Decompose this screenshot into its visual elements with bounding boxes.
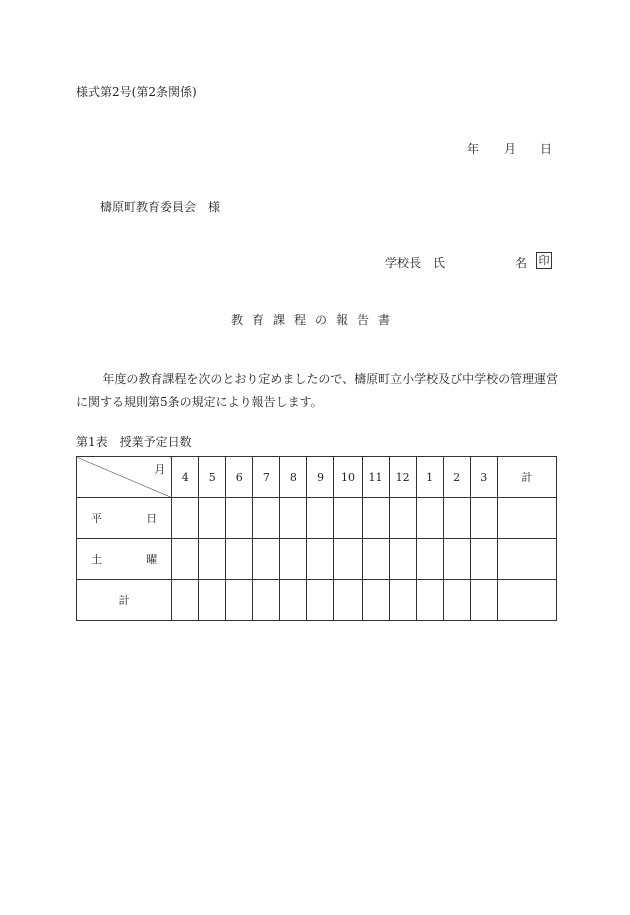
table-cell [307,580,334,621]
table-cell [362,498,389,539]
date-day: 日 [540,142,553,156]
form-number: 様式第2号(第2条関係) [76,85,197,99]
table-row-saturday [77,539,557,580]
month-header: 6 [226,457,253,498]
table-cell [497,580,556,621]
month-header: 7 [253,457,280,498]
table-cell [172,498,199,539]
table-cell [172,539,199,580]
row-label-right: 曜 [146,553,158,566]
document-title: 教育課程の報告書 [230,313,399,327]
table-header-row [77,457,557,498]
row-label-left: 平 [91,512,102,525]
table-cell [416,580,443,621]
month-header: 12 [389,457,416,498]
table-cell [389,539,416,580]
row-label-saturday [77,539,172,580]
table-cell [226,498,253,539]
table-cell [470,580,497,621]
table-cell [362,539,389,580]
table-cell [307,539,334,580]
table-cell [280,498,307,539]
table-cell [280,539,307,580]
table-cell [334,498,362,539]
addressee: 檮原町教育委員会 様 [100,200,221,214]
table-caption: 第1表 授業予定日数 [76,435,192,449]
table-cell [199,580,226,621]
month-header: 11 [362,457,389,498]
body-text: 年度の教育課程を次のとおり定めましたので、檮原町立小学校及び中学校の管理運営に関する規則第5条の規定により報告します。 [76,372,559,409]
table-cell [253,539,280,580]
body-paragraph [76,368,559,414]
month-header: 3 [470,457,497,498]
table-cell [389,580,416,621]
row-label-total: 計 [77,580,172,621]
table-cell [470,539,497,580]
table-cell [416,539,443,580]
month-header: 4 [172,457,199,498]
table-cell [334,580,362,621]
table-cell [443,539,470,580]
row-label-weekday [77,498,172,539]
corner-cell [77,457,172,498]
table-cell [497,498,556,539]
principal-name-suffix: 名 [515,256,528,270]
date-month: 月 [504,142,517,156]
class-days-table [76,456,557,621]
total-header: 計 [497,457,556,498]
table-cell [253,498,280,539]
seal-mark: 印 [536,252,552,269]
table-cell [307,498,334,539]
principal-title: 学校長 [385,256,422,270]
month-header: 9 [307,457,334,498]
table-cell [443,580,470,621]
table-cell [199,539,226,580]
table-cell [226,539,253,580]
table-cell [362,580,389,621]
table-cell [199,498,226,539]
table-row-total [77,580,557,621]
row-label-left: 土 [91,553,102,566]
month-header: 8 [280,457,307,498]
month-header: 1 [416,457,443,498]
table-cell [253,580,280,621]
table-cell [443,498,470,539]
month-header: 2 [443,457,470,498]
date-year: 年 [467,142,480,156]
principal-name-prefix: 氏 [433,256,446,270]
table-cell [497,539,556,580]
table-row-weekday [77,498,557,539]
month-header: 5 [199,457,226,498]
row-label-right: 日 [146,512,158,525]
table-cell [172,580,199,621]
table-cell [416,498,443,539]
month-corner-label: 月 [154,463,166,476]
table-cell [470,498,497,539]
table-cell [334,539,362,580]
table-cell [389,498,416,539]
table-cell [226,580,253,621]
table-cell [280,580,307,621]
month-header: 10 [334,457,362,498]
